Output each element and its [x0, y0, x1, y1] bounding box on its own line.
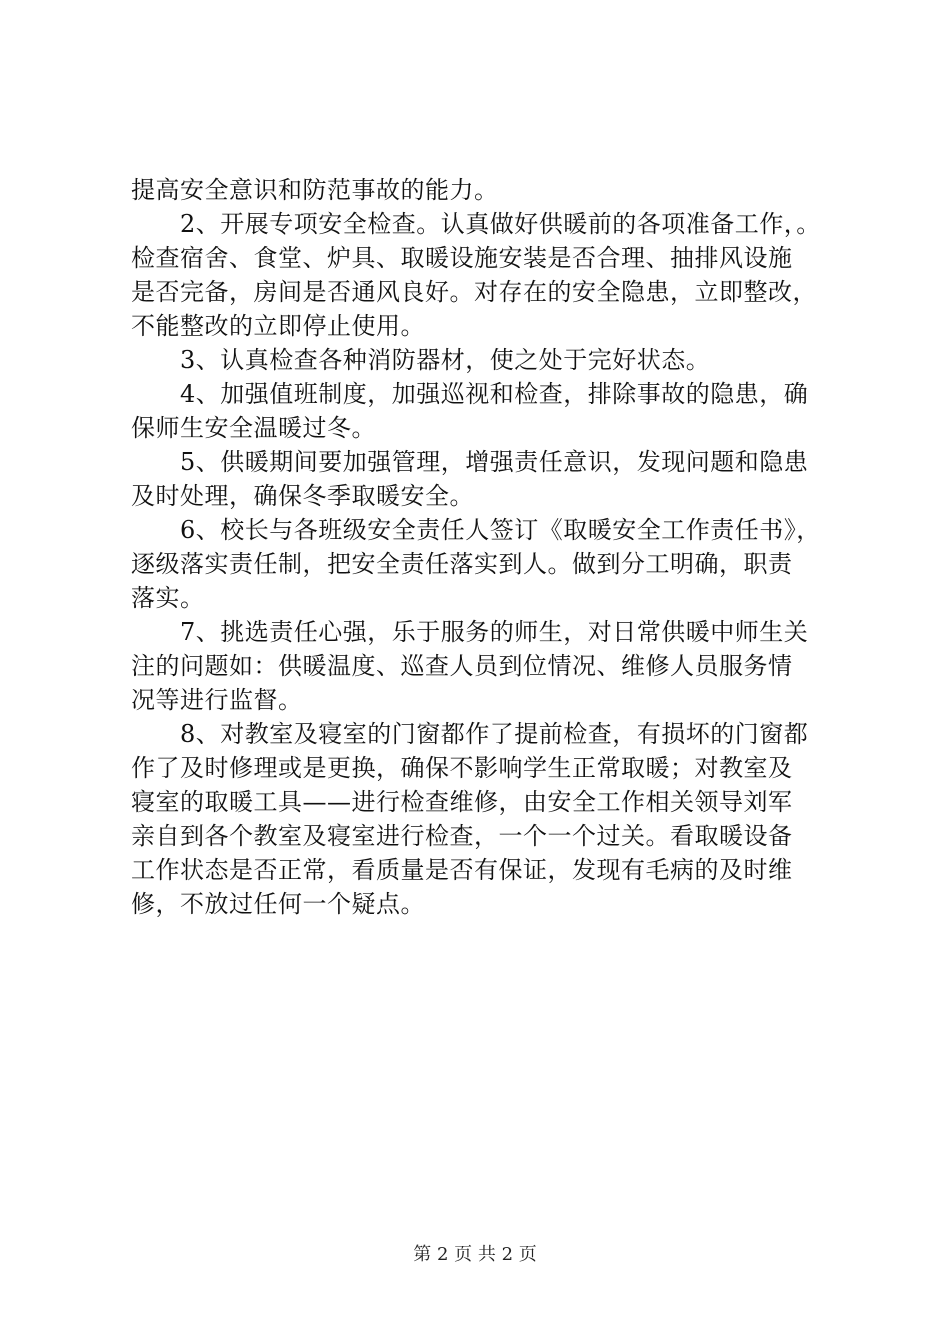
text-line: 及时处理，确保冬季取暖安全。 — [131, 482, 474, 510]
text-line: 6、校长与各班级安全责任人签订《取暖安全工作责任书》， — [131, 516, 821, 544]
text-line: 不能整改的立即停止使用。 — [131, 312, 425, 340]
text-line: 保师生安全温暖过冬。 — [131, 414, 376, 442]
text-line: 亲自到各个教室及寝室进行检查，一个一个过关。看取暖设备 — [131, 822, 793, 850]
text-line: 逐级落实责任制，把安全责任落实到人。做到分工明确，职责 — [131, 550, 793, 578]
text-line: 工作状态是否正常，看质量是否有保证，发现有毛病的及时维 — [131, 856, 793, 884]
text-line: 寝室的取暖工具——进行检查维修，由安全工作相关领导刘军 — [131, 788, 793, 816]
text-line: 3、认真检查各种消防器材，使之处于完好状态。 — [131, 346, 711, 374]
page-number-footer: 第 2 页 共 2 页 — [413, 1244, 537, 1265]
text-line: 修，不放过任何一个疑点。 — [131, 890, 425, 918]
text-line: 是否完备，房间是否通风良好。对存在的安全隐患，立即整改， — [131, 278, 817, 306]
text-line: 2、开展专项安全检查。认真做好供暖前的各项准备工作，。 — [131, 210, 821, 238]
text-line: 况等进行监督。 — [131, 686, 303, 714]
text-line: 4、加强值班制度，加强巡视和检查，排除事故的隐患，确 — [131, 380, 809, 408]
text-line: 5、供暖期间要加强管理，增强责任意识，发现问题和隐患 — [131, 448, 809, 476]
text-line: 检查宿舍、食堂、炉具、取暖设施安装是否合理、抽排风设施 — [131, 244, 793, 272]
text-line: 注的问题如：供暖温度、巡查人员到位情况、维修人员服务情 — [131, 652, 793, 680]
text-line: 落实。 — [131, 584, 205, 612]
text-line: 作了及时修理或是更换，确保不影响学生正常取暖；对教室及 — [131, 754, 793, 782]
text-line: 8、对教室及寝室的门窗都作了提前检查，有损坏的门窗都 — [131, 720, 809, 748]
text-line: 提高安全意识和防范事故的能力。 — [131, 176, 499, 204]
text-line: 7、挑选责任心强，乐于服务的师生，对日常供暖中师生关 — [131, 618, 809, 646]
